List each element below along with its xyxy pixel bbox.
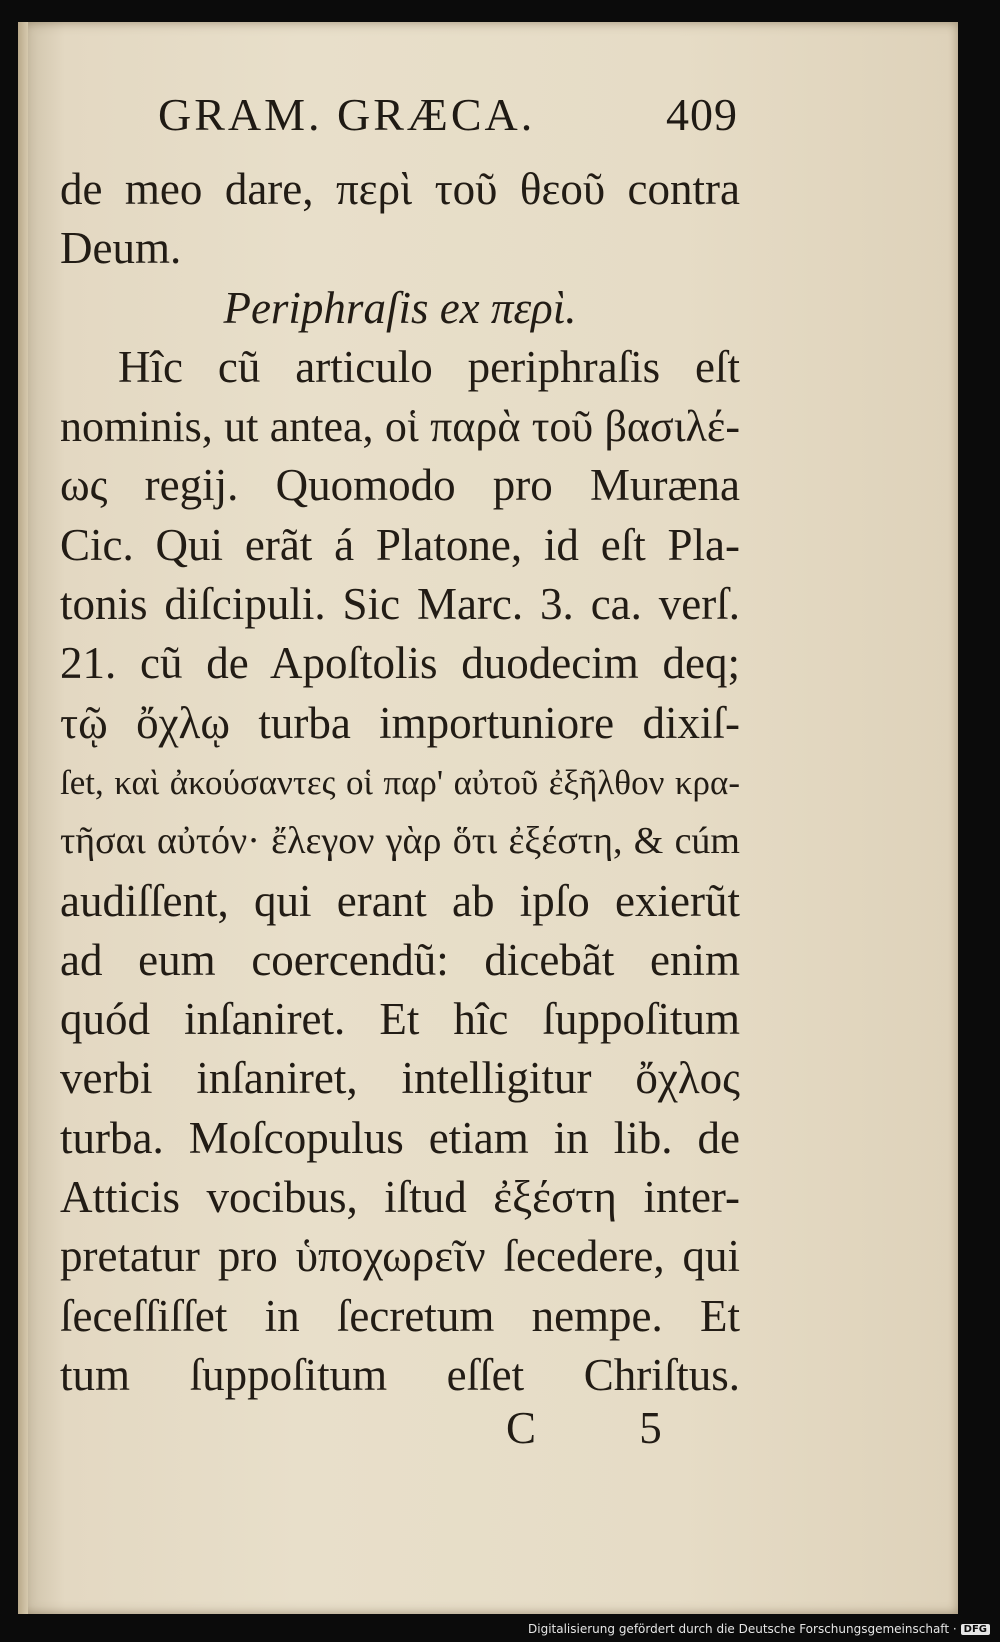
text-line: Hîc cũ articulo periphraſis eſt xyxy=(118,341,740,392)
text-line: Cic. Qui erãt á Platone, id eſt Pla- xyxy=(60,519,740,570)
section-heading: Periphraſis ex περὶ. xyxy=(223,282,577,333)
text-line: de meo dare, περὶ τοῦ θεοῦ contra xyxy=(60,164,740,214)
body-text xyxy=(60,160,740,1405)
running-title: GRAM. GRÆCA. xyxy=(158,89,536,140)
text-line: quód inſaniret. Et hîc ſuppoſitum xyxy=(60,994,740,1045)
text-line: ſet, καὶ ἀκούσαντες οἱ παρ' αὐτοῦ ἐξῆλθον κρα- xyxy=(60,762,740,802)
text-line: Atticis vocibus, iſtud ἐξέστη inter- xyxy=(60,1172,740,1223)
signature-mark: C 5 xyxy=(506,1403,708,1453)
digitization-credit xyxy=(528,1622,990,1636)
text-line: ad eum coercendũ: dicebãt enim xyxy=(60,934,740,985)
text-line: verbi inſaniret, intelligitur ὄχλος xyxy=(60,1053,740,1104)
page-number: 409 xyxy=(666,89,738,140)
book-page xyxy=(18,22,958,1614)
text-line: turba. Moſcopulus etiam in lib. de xyxy=(60,1112,740,1163)
text-line: nominis, ut antea, οἱ παρὰ τοῦ βασιλέ- xyxy=(60,402,740,452)
text-line: audiſſent, qui erant ab ipſo exierũt xyxy=(60,875,740,926)
credit-text: Digitalisierung gefördert durch die Deutsche Forschungsgemeinschaft · xyxy=(528,1622,957,1636)
text-line: ως regij. Quomodo pro Muræna xyxy=(60,460,740,511)
text-line: τῆσαι αὐτόν· ἔλεγον γὰρ ὅτι ἐξέστη, & cúm xyxy=(60,820,740,863)
text-line: ſeceſſiſſet in ſecretum nempe. Et xyxy=(60,1290,740,1341)
text-line: Deum. xyxy=(60,223,182,274)
text-line: tum ſuppoſitum eſſet Chriſtus. xyxy=(60,1349,740,1400)
page-gutter-shadow xyxy=(18,22,28,1614)
dfg-logo: DFG xyxy=(961,1624,990,1635)
text-line: pretatur pro ὑποχωρεῖν ſecedere, qui xyxy=(60,1231,740,1282)
text-line: tonis diſcipuli. Sic Marc. 3. ca. verſ. xyxy=(60,579,740,630)
text-line: τῷ ὄχλῳ turba importuniore dixiſ- xyxy=(60,697,740,748)
text-line: 21. cũ de Apoſtolis duodecim deq; xyxy=(60,638,740,689)
